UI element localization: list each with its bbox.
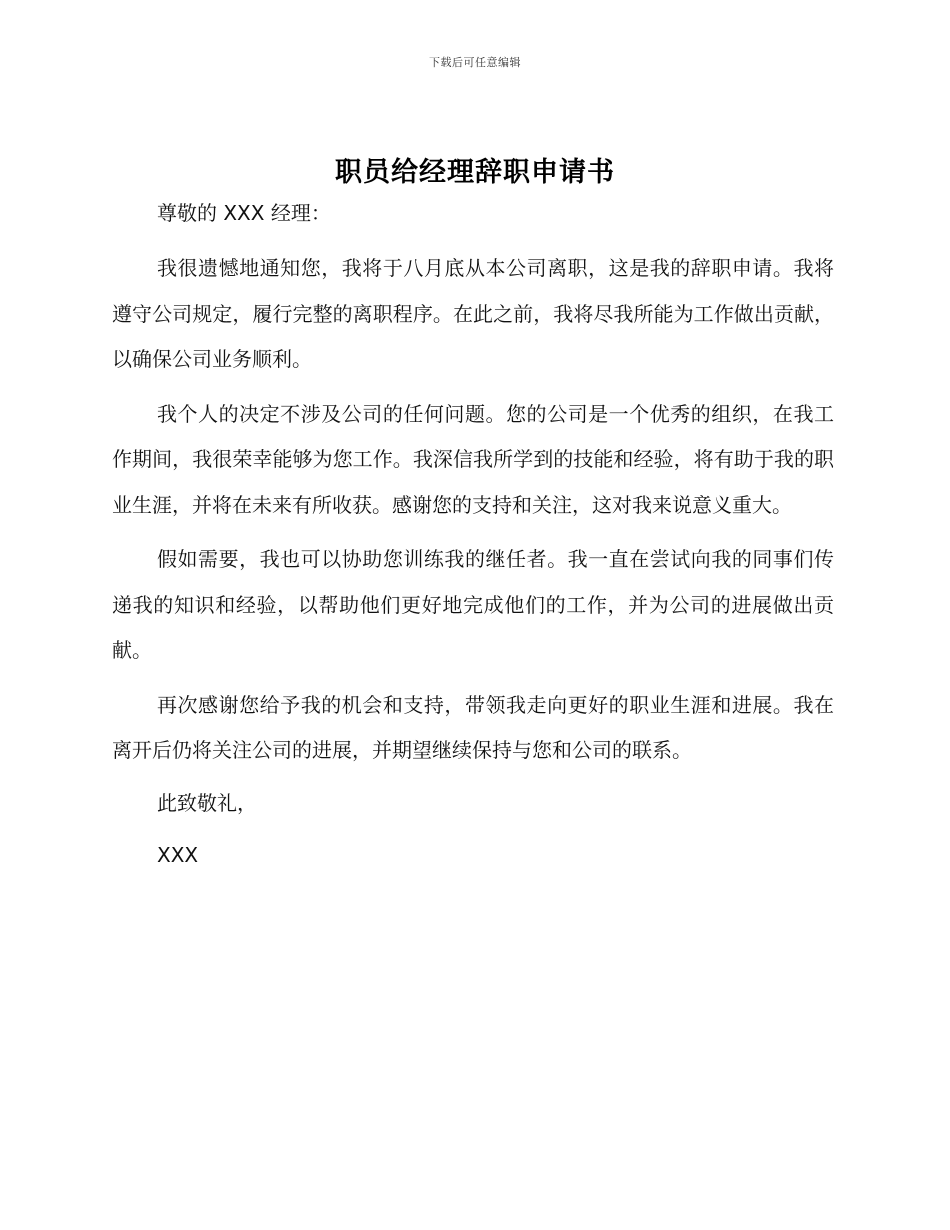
page-header-note: 下载后可任意编辑 bbox=[429, 56, 521, 69]
document-title: 职员给经理辞职申请书 bbox=[335, 157, 615, 188]
document-body bbox=[112, 197, 834, 879]
signature: XXX bbox=[157, 843, 199, 867]
closing-line: 此致敬礼， bbox=[157, 790, 257, 815]
paragraph-3: 假如需要，我也可以协助您训练我的继任者。我一直在尝试向我的同事们传递我的知识和经验，以帮助他们更好地完成他们的工作，并为公司的进展做出贡献。 bbox=[112, 547, 834, 662]
paragraph-1: 我很遗憾地通知您，我将于八月底从本公司离职，这是我的辞职申请。我将遵守公司规定，履行完整的离职程序。在此之前，我将尽我所能为工作做出贡献，以确保公司业务顺利。 bbox=[112, 256, 834, 371]
paragraph-2: 我个人的决定不涉及公司的任何问题。您的公司是一个优秀的组织，在我工作期间，我很荣幸能够为您工作。我深信我所学到的技能和经验，将有助于我的职业生涯，并将在未来有所收获。感谢您的支持和关注，这对我来说意义重大。 bbox=[112, 401, 834, 517]
paragraph-4: 再次感谢您给予我的机会和支持，带领我走向更好的职业生涯和进展。我在离开后仍将关注公司的进展，并期望继续保持与您和公司的联系。 bbox=[112, 692, 834, 762]
salutation: 尊敬的 XXX 经理： bbox=[157, 201, 331, 225]
